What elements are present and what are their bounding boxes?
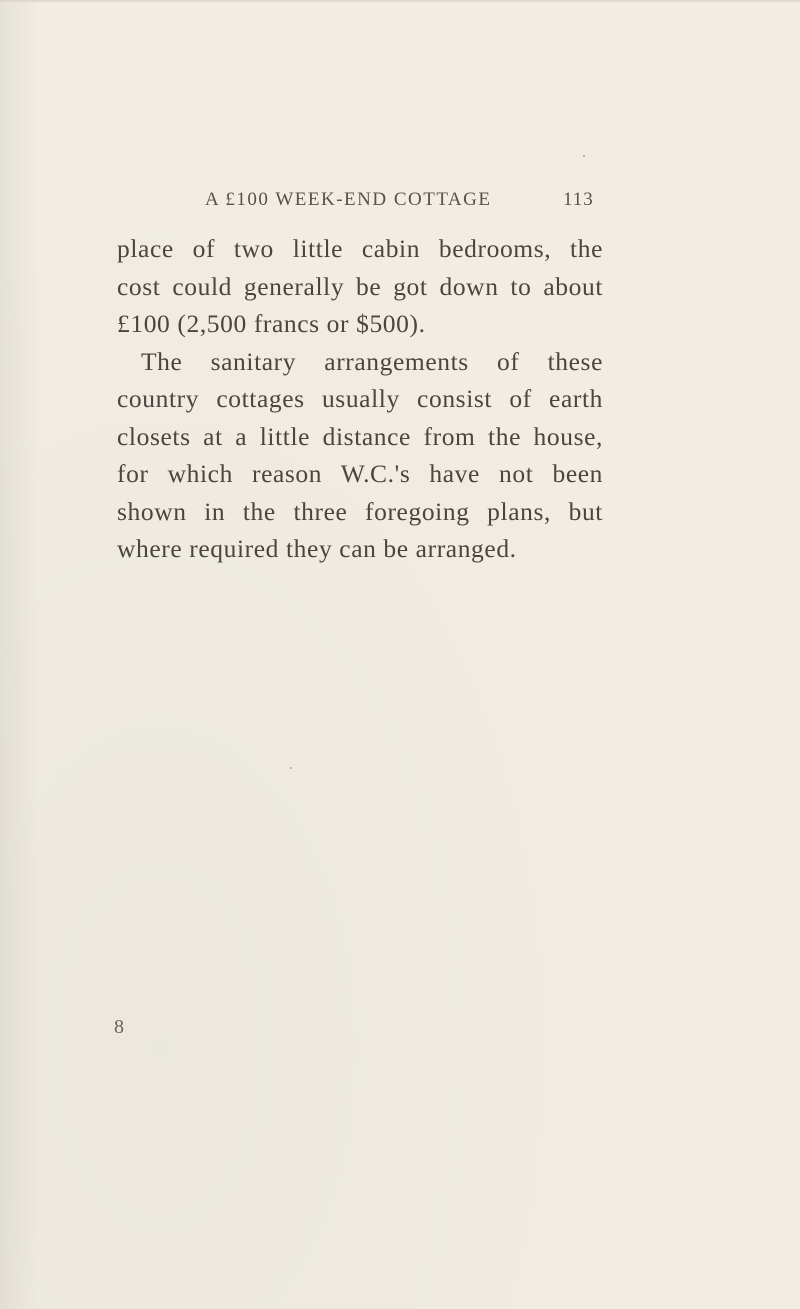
paper-speck: [290, 767, 292, 769]
body-text: [117, 230, 603, 568]
text-line: £100 (2,500 francs or $500).: [117, 309, 426, 338]
text-line: where required they can be arranged.: [117, 534, 517, 563]
signature-mark: 8: [114, 1016, 124, 1038]
text-line: country cottages usually consist of earth: [117, 384, 603, 413]
text-line: The sanitary arrangements of these: [141, 346, 603, 376]
page-top-edge: [0, 0, 800, 3]
text-line: closets at a little distance from the house,: [117, 421, 603, 451]
text-line: place of two little cabin bedrooms, the: [117, 234, 603, 263]
text-line: for which reason W.C.'s have not been: [117, 459, 603, 488]
paper-speck: [583, 155, 585, 157]
text-line: cost could generally be got down to about: [117, 271, 603, 301]
text-line: shown in the three foregoing plans, but: [117, 496, 603, 526]
running-head-title: A £100 WEEK-END COTTAGE: [205, 189, 492, 210]
running-head: [0, 187, 800, 217]
page-number: 113: [563, 189, 594, 210]
